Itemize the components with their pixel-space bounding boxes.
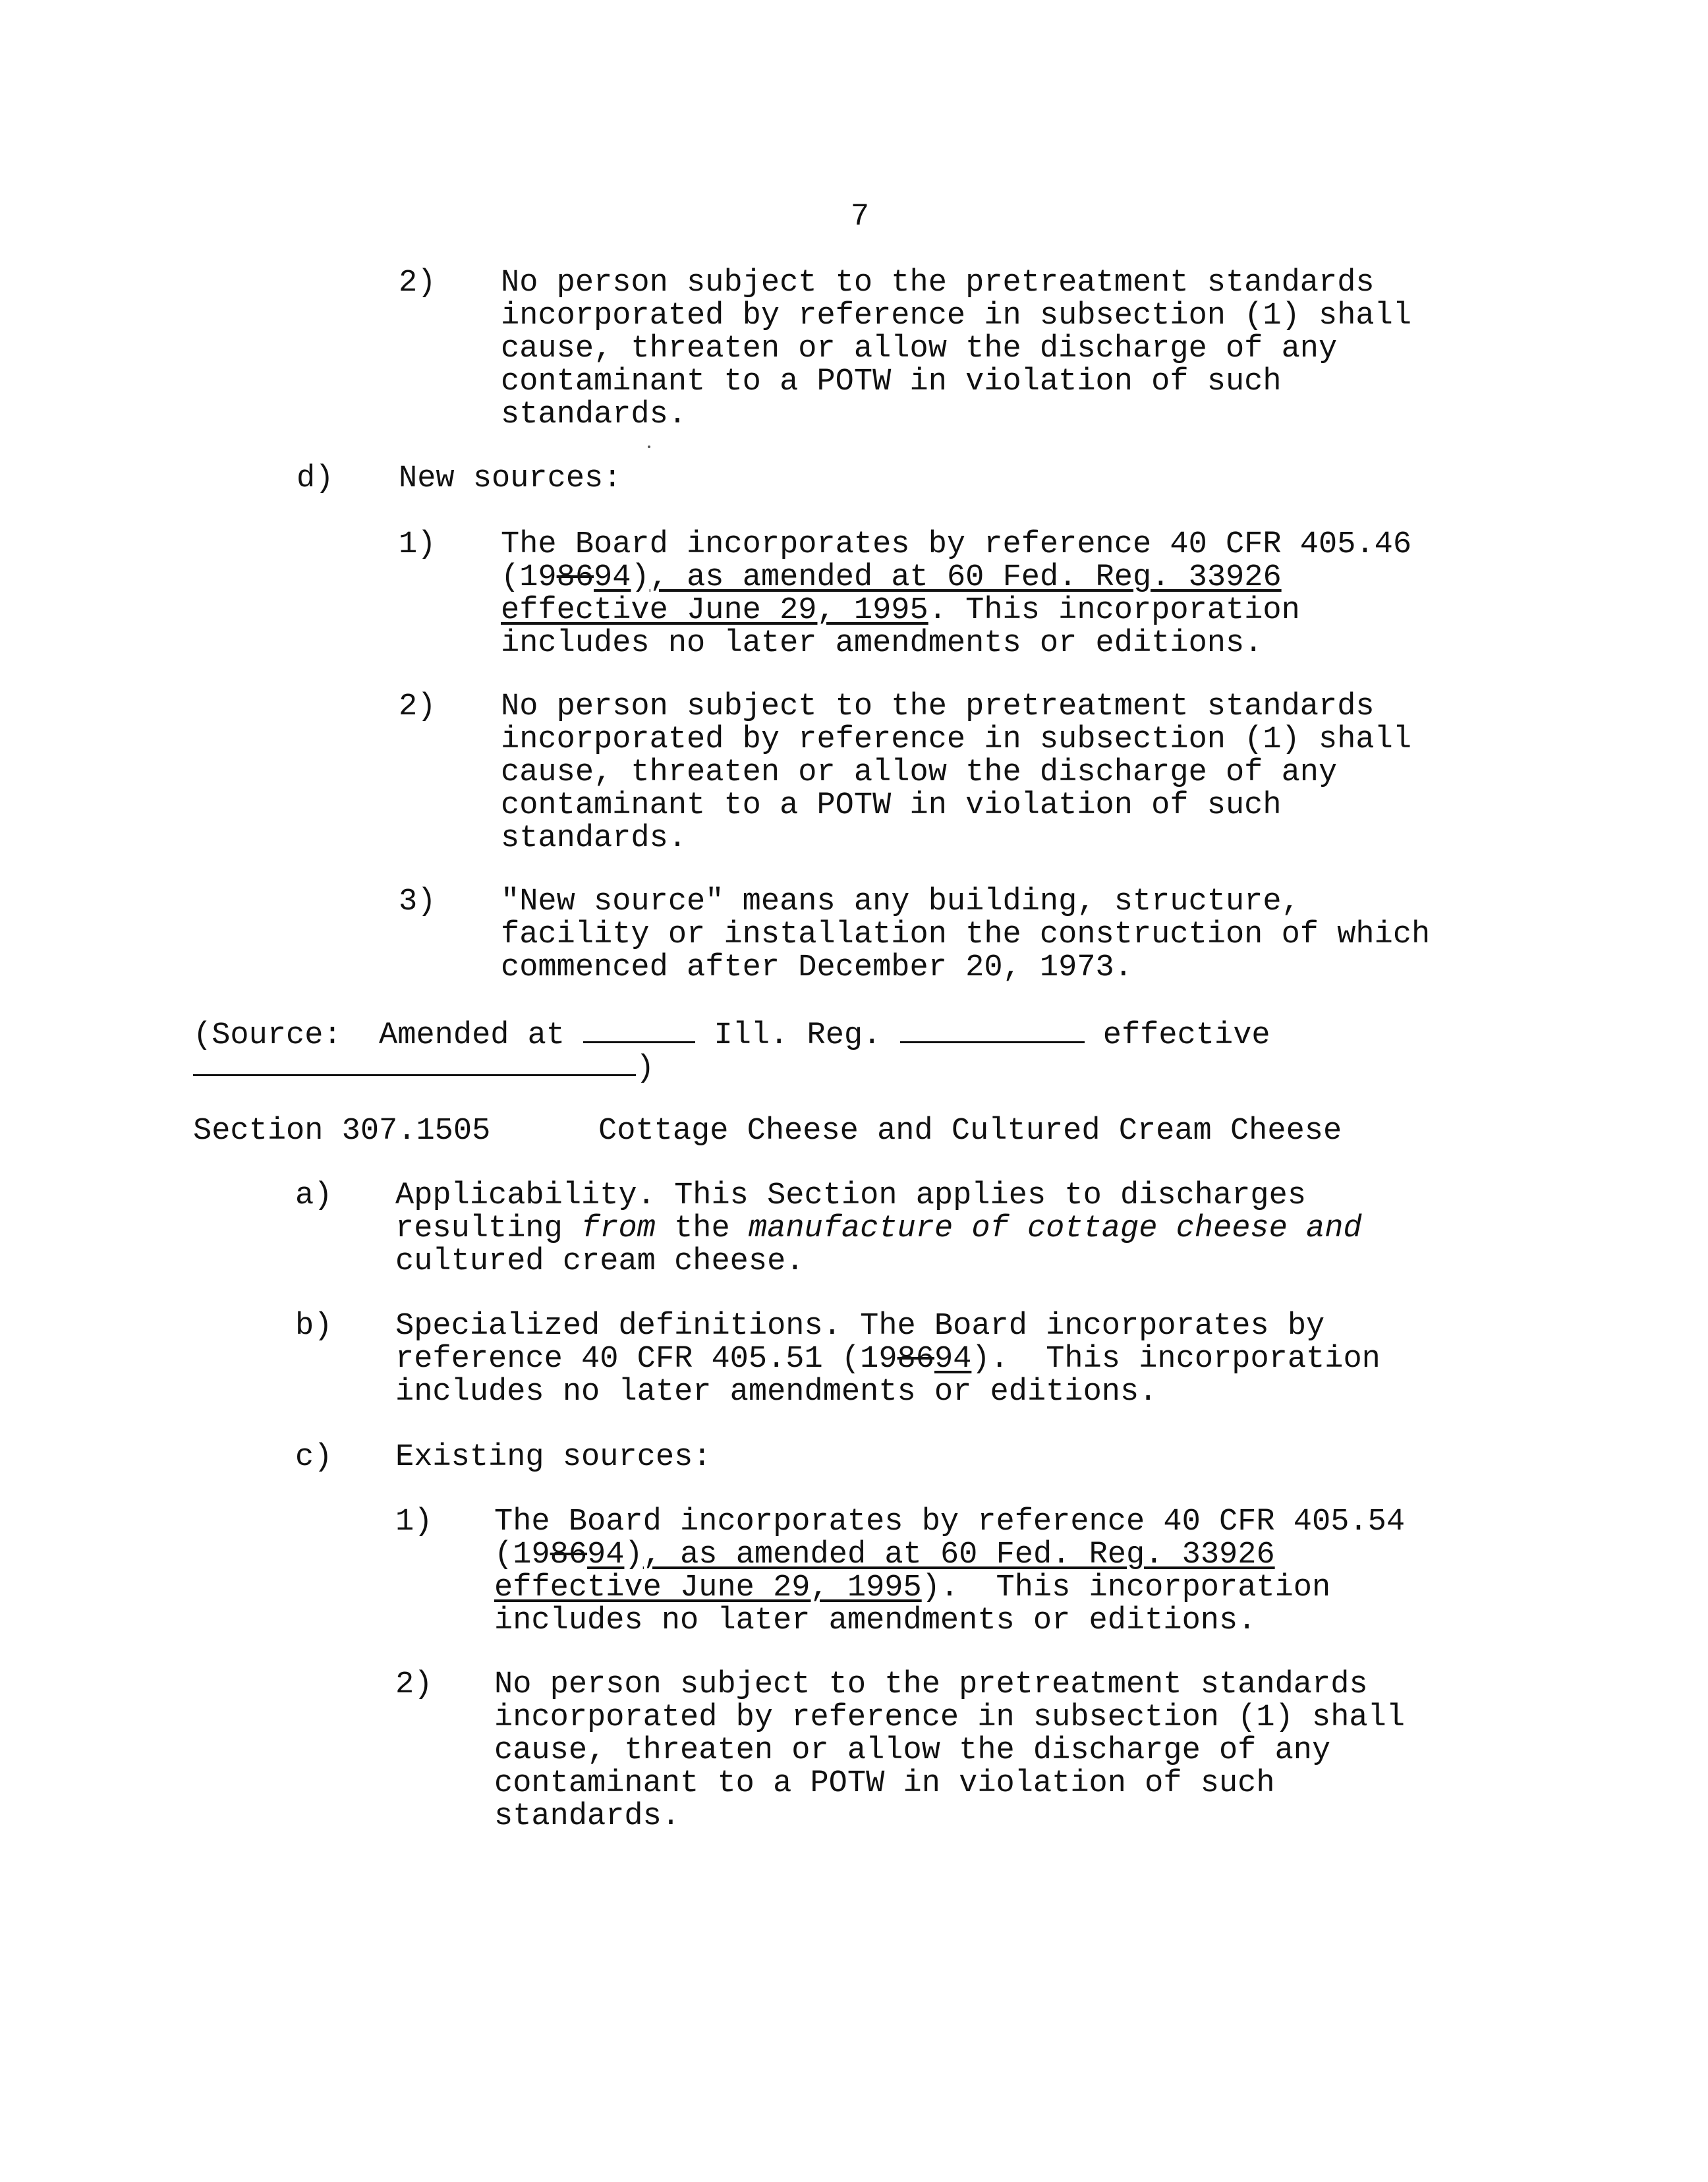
section-heading (193, 1114, 1342, 1149)
text-line: cause, threaten or allow the discharge of any (501, 331, 1338, 366)
item-label: 2) (395, 1667, 433, 1702)
text-line: (198694), as amended at 60 Fed. Reg. 33926 (501, 560, 1282, 595)
text-line: contaminant to a POTW in violation of such (501, 788, 1282, 823)
text-line: incorporated by reference in subsection (1) shall (501, 299, 1412, 333)
text-line: The Board incorporates by reference 40 CFR 405.46 (501, 527, 1412, 562)
blank-field (900, 1016, 1085, 1043)
text-line: No person subject to the pretreatment standards (494, 1667, 1368, 1702)
italic-text: manufacture of cottage cheese and (748, 1211, 1362, 1246)
text-line: standards. (501, 821, 687, 856)
item-label: 2) (399, 266, 436, 301)
item-text (395, 1180, 1362, 1278)
section-title: Cottage Cheese and Cultured Cream Cheese (598, 1114, 1342, 1149)
source-note (193, 1016, 1270, 1086)
page-number: 7 (850, 200, 870, 235)
item-label: b) (295, 1309, 333, 1344)
section-number: Section 307.1505 (193, 1114, 491, 1149)
struck-text: 86 (550, 1537, 588, 1572)
stray-mark (648, 445, 650, 448)
text-line: reference 40 CFR 405.51 (198694). This incorporation (395, 1342, 1381, 1377)
item-label: 1) (395, 1505, 433, 1539)
item-text (494, 1506, 1405, 1638)
inserted-text: effective June 29, 1995 (494, 1570, 922, 1605)
item-heading: Existing sources: (395, 1440, 712, 1475)
struck-text: 86 (897, 1342, 934, 1377)
inserted-text: effective June 29, 1995 (501, 593, 928, 628)
item-text (501, 267, 1411, 432)
item-label: d) (297, 461, 334, 496)
item-label: 2) (399, 689, 436, 724)
text-line: "New source" means any building, structure, (501, 884, 1300, 919)
item-heading: New sources: (399, 461, 622, 496)
blank-field (193, 1049, 636, 1076)
text-line: No person subject to the pretreatment standards (501, 266, 1375, 301)
item-text (501, 691, 1411, 855)
item-text (501, 529, 1411, 660)
inserted-text: 94 (594, 560, 631, 595)
text-line: incorporated by reference in subsection (1) shall (501, 722, 1412, 757)
text-line: standards. (494, 1799, 681, 1834)
text-line: Applicability. This Section applies to discharges (395, 1178, 1307, 1213)
text-line: cultured cream cheese. (395, 1244, 805, 1279)
text-line: includes no later amendments or editions. (501, 626, 1263, 661)
inserted-text: , as amended at 60 Fed. Reg. 33926 (649, 560, 1282, 595)
inserted-text: 94 (934, 1342, 972, 1377)
text-line: Specialized definitions. The Board incorporates by (395, 1309, 1325, 1344)
text-line: commenced after December 20, 1973. (501, 950, 1133, 985)
item-text (395, 1310, 1381, 1409)
text-line: incorporated by reference in subsection (1) shall (494, 1700, 1406, 1735)
text-line: includes no later amendments or editions. (395, 1375, 1158, 1410)
text-line: includes no later amendments or editions. (494, 1603, 1257, 1638)
item-text (501, 886, 1430, 985)
inserted-text: 94 (587, 1537, 625, 1572)
text-line: facility or installation the construction of which (501, 917, 1431, 952)
text-line: cause, threaten or allow the discharge of any (494, 1733, 1331, 1768)
text-line: effective June 29, 1995). This incorporation (494, 1570, 1331, 1605)
item-label: 1) (399, 527, 436, 562)
item-text (494, 1669, 1405, 1833)
item-label: c) (295, 1440, 333, 1475)
text-line: The Board incorporates by reference 40 CFR 405.54 (494, 1505, 1406, 1539)
text-line: standards. (501, 397, 687, 432)
item-label: a) (295, 1178, 333, 1213)
text-line: (Source: Amended at Ill. Reg. effective (193, 1016, 1270, 1049)
text-line: (198694), as amended at 60 Fed. Reg. 33926 (494, 1537, 1275, 1572)
italic-text: from (581, 1211, 656, 1246)
text-line: contaminant to a POTW in violation of such (501, 364, 1282, 399)
text-line: ) (193, 1049, 1270, 1082)
text-line: No person subject to the pretreatment standards (501, 689, 1375, 724)
text-line: cause, threaten or allow the discharge of any (501, 755, 1338, 790)
struck-text: 86 (556, 560, 594, 595)
inserted-text: , as amended at 60 Fed. Reg. 33926 (642, 1537, 1275, 1572)
text-line: effective June 29, 1995. This incorporation (501, 593, 1300, 628)
text-line: contaminant to a POTW in violation of such (494, 1766, 1275, 1801)
blank-field (583, 1016, 695, 1043)
text-line: resulting from the manufacture of cottage cheese and (395, 1211, 1362, 1246)
item-label: 3) (399, 884, 436, 919)
